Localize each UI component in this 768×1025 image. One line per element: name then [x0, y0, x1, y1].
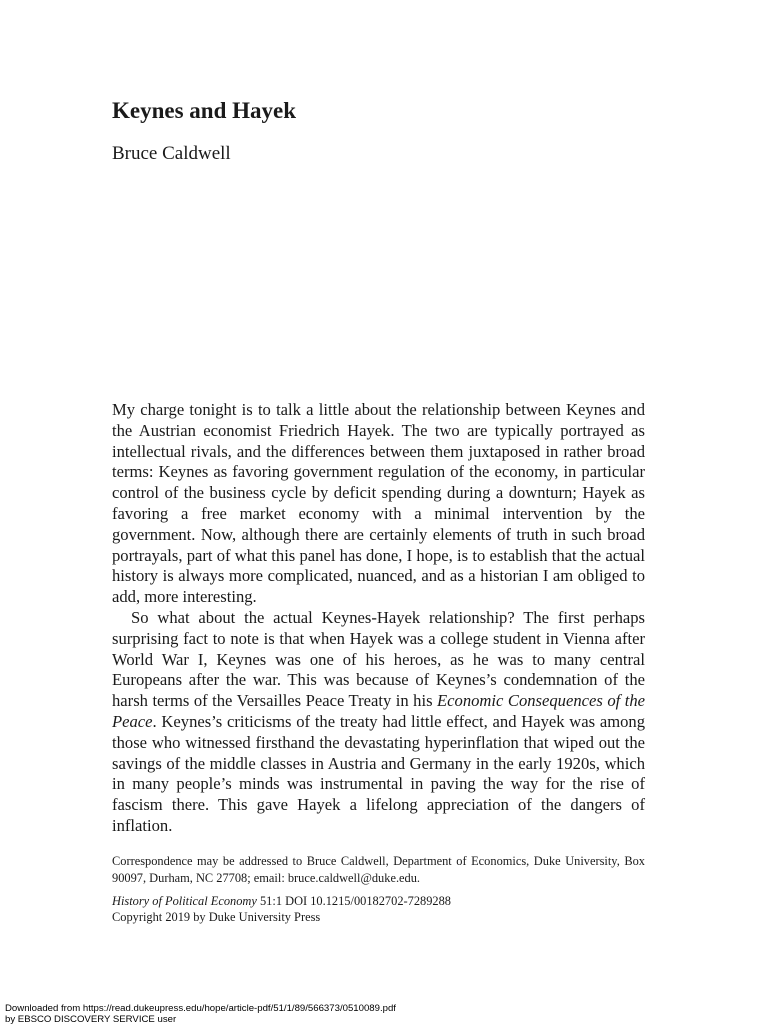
article-title: Keynes and Hayek: [112, 96, 296, 126]
body-paragraph-2: [112, 608, 645, 837]
journal-info: [112, 893, 645, 925]
correspondence-note: Correspondence may be addressed to Bruce Caldwell, Department of Economics, Duke University, Box 90097, Durham, NC 27708; email: bruce.caldwell@duke.edu.: [112, 853, 645, 887]
download-url-line: Downloaded from https://read.dukeupress.edu/hope/article-pdf/51/1/89/566373/0510089.pdf: [5, 1004, 396, 1015]
journal-name: History of Political Economy: [112, 894, 257, 908]
download-user-line: by EBSCO DISCOVERY SERVICE user: [5, 1015, 396, 1025]
journal-issue-doi: 51:1 DOI 10.1215/00182702-7289288: [257, 894, 451, 908]
journal-citation: [112, 893, 645, 909]
copyright-line: Copyright 2019 by Duke University Press: [112, 909, 645, 925]
body-paragraph-1: My charge tonight is to talk a little about the relationship between Keynes and the Austrian economist Friedrich Hayek. The two are typically portrayed as intellectual rivals, and the differences between them juxtaposed in rather broad terms: Keynes as favoring government regulation of the economy, in particular control of the business cycle by deficit spending during a downturn; Hayek as favoring a free market economy with a minimal intervention by the government. Now, although there are certainly elements of truth in such broad portrayals, part of what this panel has done, I hope, is to establish that the actual history is always more complicated, nuanced, and as a historian I am obliged to add, more interesting.: [112, 400, 645, 608]
book-title-italic: Economic Consequences of the Peace: [112, 691, 645, 731]
download-stamp: [5, 1004, 396, 1025]
article-author: Bruce Caldwell: [112, 141, 231, 167]
article-body: [112, 400, 645, 837]
body-paragraph-2-text-b: . Keynes’s criticisms of the treaty had little effect, and Hayek was among those who witnessed firsthand the devastating hyperinflation that wiped out the savings of the middle classes in Austria and Germany in the early 1920s, which in many people’s minds was instrumental in paving the way for the rise of fascism there. This gave Hayek a lifelong appreciation of the dangers of inflation.: [112, 712, 645, 835]
body-paragraph-2-text-a: So what about the actual Keynes-Hayek relationship? The first perhaps surprising fact to note is that when Hayek was a college student in Vienna after World War I, Keynes was one of his heroes, as he was to many central Europeans after the war. This was because of Keynes’s condemnation of the harsh terms of the Versailles Peace Treaty in his: [112, 608, 645, 710]
